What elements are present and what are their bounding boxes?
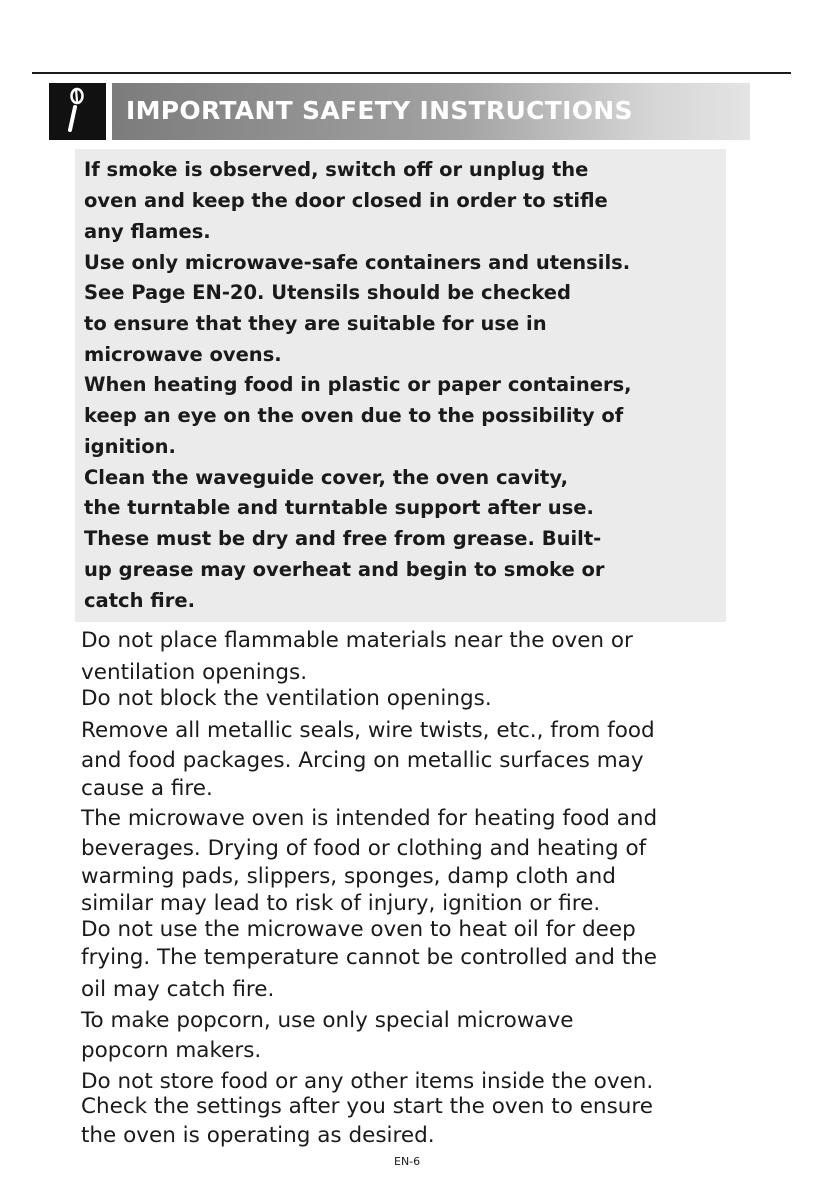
warning-line: keep an eye on the oven due to the possibility of [84, 404, 624, 427]
exclamation-icon [49, 83, 106, 140]
body-line: and food packages. Arcing on metallic surfaces may [81, 748, 644, 773]
warning-line: See Page EN-20. Utensils should be checked [84, 281, 571, 304]
body-line: oil may catch fire. [81, 977, 275, 1002]
page-title: IMPORTANT SAFETY INSTRUCTIONS [126, 96, 633, 125]
warning-line: When heating food in plastic or paper containers, [84, 373, 632, 396]
body-line: popcorn makers. [81, 1038, 262, 1063]
body-line: The microwave oven is intended for heating food and [81, 806, 658, 831]
header-band [112, 83, 750, 140]
body-line: Do not use the microwave oven to heat oil for deep [81, 917, 636, 942]
warning-line: oven and keep the door closed in order to stifle [84, 189, 608, 212]
body-line: Do not block the ventilation openings. [81, 686, 492, 711]
body-line: To make popcorn, use only special microwave [81, 1008, 574, 1033]
body-line: frying. The temperature cannot be controlled and the [81, 945, 657, 970]
section-header [49, 83, 750, 140]
body-line: Do not store food or any other items inside the oven. [81, 1069, 654, 1094]
warning-line: to ensure that they are suitable for use in [84, 312, 547, 335]
warning-line: These must be dry and free from grease. Built- [84, 527, 602, 550]
body-line: Remove all metallic seals, wire twists, etc., from food [81, 718, 655, 743]
body-line: the oven is operating as desired. [81, 1123, 435, 1148]
body-line: Do not place flammable materials near the oven or [81, 628, 633, 653]
warning-line: up grease may overheat and begin to smoke or [84, 558, 605, 581]
warning-line: catch fire. [84, 589, 195, 612]
warning-box [75, 149, 726, 622]
warning-line: the turntable and turntable support after use. [84, 496, 594, 519]
warning-line: any flames. [84, 220, 211, 243]
page-number: EN-6 [394, 1155, 421, 1168]
warning-line: Clean the waveguide cover, the oven cavity, [84, 466, 568, 489]
body-line: cause a fire. [81, 776, 213, 801]
body-line: ventilation openings. [81, 660, 308, 685]
body-line: similar may lead to risk of injury, ignition or fire. [81, 891, 601, 916]
warning-line: ignition. [84, 435, 176, 458]
top-rule [32, 72, 791, 74]
warning-line: microwave ovens. [84, 343, 282, 366]
body-line: Check the settings after you start the oven to ensure [81, 1094, 653, 1119]
warning-line: If smoke is observed, switch off or unplug the [84, 158, 589, 181]
body-line: beverages. Drying of food or clothing and heating of [81, 836, 647, 861]
warning-line: Use only microwave-safe containers and utensils. [84, 251, 631, 274]
body-line: warming pads, slippers, sponges, damp cloth and [81, 864, 616, 889]
